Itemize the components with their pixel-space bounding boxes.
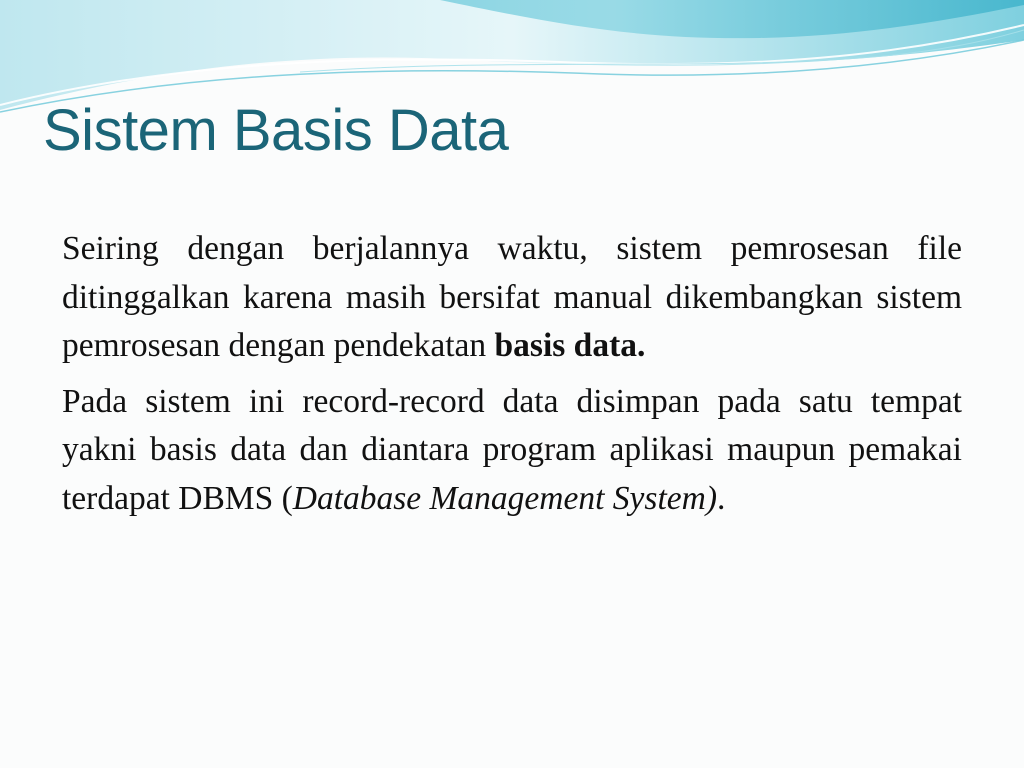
paragraph-2-text: Pada sistem ini record-record data disimpan pada satu tempat yakni basis data dan diantara program aplikasi maupun pemakai terdapat DBMS ( bbox=[62, 382, 962, 517]
slide-title: Sistem Basis Data bbox=[43, 98, 509, 163]
paragraph-1 bbox=[62, 225, 962, 371]
paragraph-2-end: . bbox=[716, 479, 726, 517]
paragraph-2-italic: Database Management System) bbox=[292, 479, 717, 517]
paragraph-1-bold: basis data. bbox=[494, 327, 646, 364]
slide-body bbox=[62, 225, 962, 523]
paragraph-1-text: Seiring dengan berjalannya waktu, sistem pemrosesan file ditinggalkan karena masih bersifat manual dikembangkan sistem pemrosesan dengan pendekatan bbox=[62, 230, 962, 364]
paragraph-2 bbox=[62, 378, 962, 524]
